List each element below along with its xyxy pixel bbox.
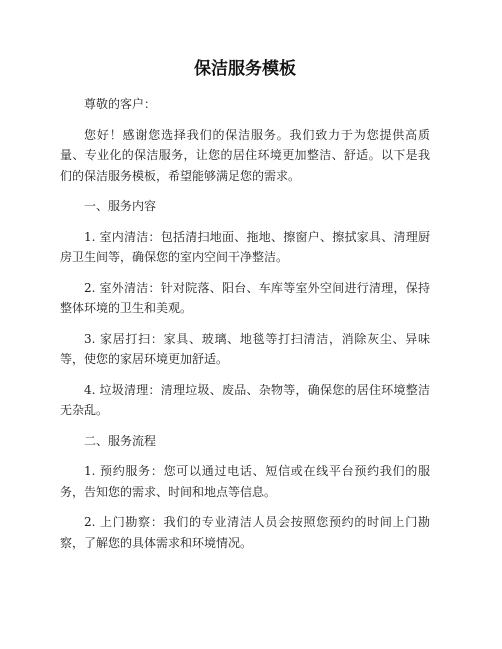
section-heading-service-content: 一、服务内容 [84, 199, 157, 213]
list-item: 4. 垃圾清理：清理垃圾、废品、杂物等，确保您的居住环境整洁无杂乱。 [60, 382, 430, 417]
list-item: 2. 室外清洁：针对院落、阳台、车库等室外空间进行清理，保持整体环境的卫生和美观。 [60, 280, 430, 315]
intro-paragraph: 您好！感谢您选择我们的保洁服务。我们致力于为您提供高质量、专业化的保洁服务，让您的居住环境更加整洁、舒适。以下是我们的保洁服务模板，希望能够满足您的需求。 [60, 127, 430, 183]
list-item: 3. 家居打扫：家具、玻璃、地毯等打扫清洁，消除灰尘、异味等，使您的家居环境更加舒适。 [60, 331, 430, 366]
section-heading-service-process: 二、服务流程 [84, 433, 157, 448]
list-item: 1. 预约服务：您可以通过电话、短信或在线平台预约我们的服务，告知您的需求、时间和地点等信息。 [60, 464, 430, 499]
list-item: 1. 室内清洁：包括清扫地面、拖地、擦窗户、擦拭家具、清理厨房卫生间等，确保您的室内空间干净整洁。 [60, 229, 430, 264]
greeting: 尊敬的客户： [84, 97, 157, 111]
document-title: 保洁服务模板 [194, 59, 296, 79]
list-item: 2. 上门勘察：我们的专业清洁人员会按照您预约的时间上门勘察，了解您的具体需求和环境情况。 [60, 515, 430, 550]
